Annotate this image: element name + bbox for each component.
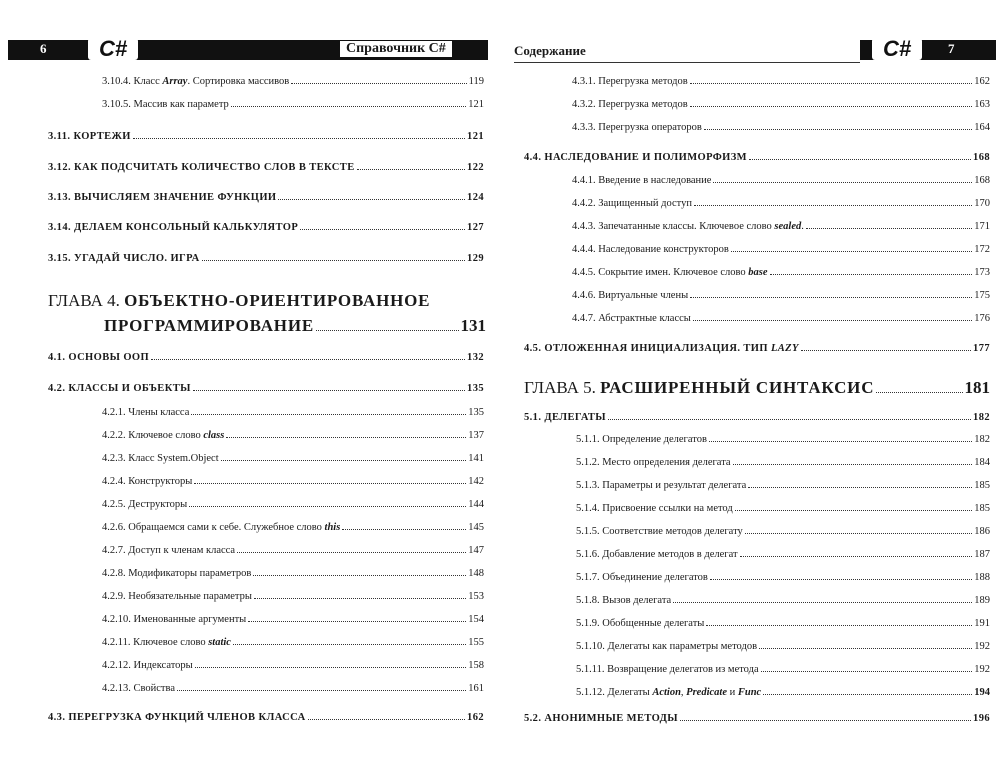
toc-entry[interactable]: 5.1.2. Место определения делегата 184 <box>576 457 990 468</box>
toc-entry[interactable]: 3.10.4. Класс Array. Сортировка массивов 119 <box>102 76 484 87</box>
toc-entry[interactable]: 5.1.1. Определение делегатов 182 <box>576 434 990 445</box>
toc-entry[interactable]: 4.4.6. Виртуальные члены 175 <box>572 290 990 301</box>
chapter-heading[interactable]: ГЛАВА 5. РАСШИРЕННЫЙ СИНТАКСИС 181 <box>524 378 990 397</box>
toc-entry[interactable]: 5.1.4. Присвоение ссылки на метод 185 <box>576 503 990 514</box>
toc-entry[interactable]: 4.4.3. Запечатанные классы. Ключевое слово sealed. 171 <box>572 221 990 232</box>
toc-section[interactable]: 3.12. КАК ПОДСЧИТАТЬ КОЛИЧЕСТВО СЛОВ В ТЕКСТЕ 122 <box>48 162 484 173</box>
toc-section[interactable]: 3.15. УГАДАЙ ЧИСЛО. ИГРА 129 <box>48 253 484 264</box>
toc-section[interactable]: 5.1. ДЕЛЕГАТЫ 182 <box>524 412 990 423</box>
toc-section[interactable]: 3.13. ВЫЧИСЛЯЕМ ЗНАЧЕНИЕ ФУНКЦИИ 124 <box>48 192 484 203</box>
toc-section[interactable]: 4.1. ОСНОВЫ ООП 132 <box>48 352 484 363</box>
toc-entry[interactable]: 4.2.2. Ключевое слово class 137 <box>102 430 484 441</box>
toc-entry[interactable]: 4.2.11. Ключевое слово static 155 <box>102 637 484 648</box>
toc-entry[interactable]: 4.2.3. Класс System.Object 141 <box>102 453 484 464</box>
chapter-title: РАСШИРЕННЫЙ СИНТАКСИС <box>600 378 875 397</box>
toc-entry[interactable]: 5.1.5. Соответствие методов делегату 186 <box>576 526 990 537</box>
toc-section[interactable]: 4.2. КЛАССЫ И ОБЪЕКТЫ 135 <box>48 383 484 394</box>
chapter-heading[interactable] <box>48 291 430 311</box>
toc-entry[interactable]: 4.3.2. Перегрузка методов 163 <box>572 99 990 110</box>
toc-entry[interactable]: 5.1.7. Объединение делегатов 188 <box>576 572 990 583</box>
chapter-prefix: ГЛАВА 4. <box>48 291 125 310</box>
toc-entry[interactable]: 4.2.9. Необязательные параметры 153 <box>102 591 484 602</box>
toc-section[interactable]: 5.2. АНОНИМНЫЕ МЕТОДЫ 196 <box>524 713 990 724</box>
page-number: 7 <box>948 41 955 56</box>
toc-entry[interactable]: 4.2.10. Именованные аргументы 154 <box>102 614 484 625</box>
toc-entry[interactable]: 4.2.12. Индексаторы 158 <box>102 660 484 671</box>
toc-entry[interactable]: 4.4.7. Абстрактные классы 176 <box>572 313 990 324</box>
toc-entry[interactable]: 5.1.6. Добавление методов в делегат 187 <box>576 549 990 560</box>
chapter-title: ОБЪЕКТНО-ОРИЕНТИРОВАННОЕ <box>124 291 431 310</box>
toc-section[interactable]: 3.11. КОРТЕЖИ 121 <box>48 131 484 142</box>
toc-entry[interactable]: 4.2.7. Доступ к членам класса 147 <box>102 545 484 556</box>
header-title: Справочник C# <box>340 41 452 57</box>
toc-section[interactable]: 3.14. ДЕЛАЕМ КОНСОЛЬНЫЙ КАЛЬКУЛЯТОР 127 <box>48 222 484 233</box>
toc-section[interactable]: 4.4. НАСЛЕДОВАНИЕ И ПОЛИМОРФИЗМ 168 <box>524 152 990 163</box>
toc-entry[interactable]: 4.3.3. Перегрузка операторов 164 <box>572 122 990 133</box>
toc-entry[interactable]: 4.2.8. Модификаторы параметров 148 <box>102 568 484 579</box>
csharp-logo: C# <box>88 38 138 60</box>
toc-entry[interactable]: 5.1.11. Возвращение делегатов из метода 192 <box>576 664 990 675</box>
toc-entry[interactable]: 4.2.6. Обращаемся сами к себе. Служебное слово this 145 <box>102 522 484 533</box>
toc-entry[interactable]: 4.2.4. Конструкторы 142 <box>102 476 484 487</box>
toc-entry[interactable]: 5.1.10. Делегаты как параметры методов 192 <box>576 641 990 652</box>
header-rule <box>514 62 860 63</box>
chapter-prefix: ГЛАВА 5. <box>524 378 601 397</box>
page-number: 6 <box>40 41 47 56</box>
csharp-logo: C# <box>872 38 922 60</box>
toc-entry[interactable]: 4.3.1. Перегрузка методов 162 <box>572 76 990 87</box>
toc-entry[interactable]: 4.2.1. Члены класса 135 <box>102 407 484 418</box>
toc-entry[interactable]: 3.10.5. Массив как параметр 121 <box>102 99 484 110</box>
toc-entry[interactable]: 5.1.12. Делегаты Action, Predicate и Func 194 <box>576 687 990 698</box>
toc-entry[interactable]: 4.4.4. Наследование конструкторов 172 <box>572 244 990 255</box>
toc-entry[interactable]: 5.1.3. Параметры и результат делегата 185 <box>576 480 990 491</box>
toc-entry[interactable]: 4.4.2. Защищенный доступ 170 <box>572 198 990 209</box>
toc-section[interactable]: 4.5. ОТЛОЖЕННАЯ ИНИЦИАЛИЗАЦИЯ. ТИП LAZY 177 <box>524 343 990 354</box>
header-title: Содержание <box>514 43 586 58</box>
chapter-heading-line2[interactable]: ПРОГРАММИРОВАНИЕ 131 <box>104 316 486 335</box>
toc-entry[interactable]: 5.1.8. Вызов делегата 189 <box>576 595 990 606</box>
toc-entry[interactable]: 4.2.5. Деструкторы 144 <box>102 499 484 510</box>
toc-entry[interactable]: 4.2.13. Свойства 161 <box>102 683 484 694</box>
toc-entry[interactable]: 5.1.9. Обобщенные делегаты 191 <box>576 618 990 629</box>
toc-entry[interactable]: 4.4.1. Введение в наследование 168 <box>572 175 990 186</box>
toc-section[interactable]: 4.3. ПЕРЕГРУЗКА ФУНКЦИЙ ЧЛЕНОВ КЛАССА 162 <box>48 712 484 723</box>
toc-entry[interactable]: 4.4.5. Сокрытие имен. Ключевое слово base 173 <box>572 267 990 278</box>
right-page <box>510 0 1000 771</box>
